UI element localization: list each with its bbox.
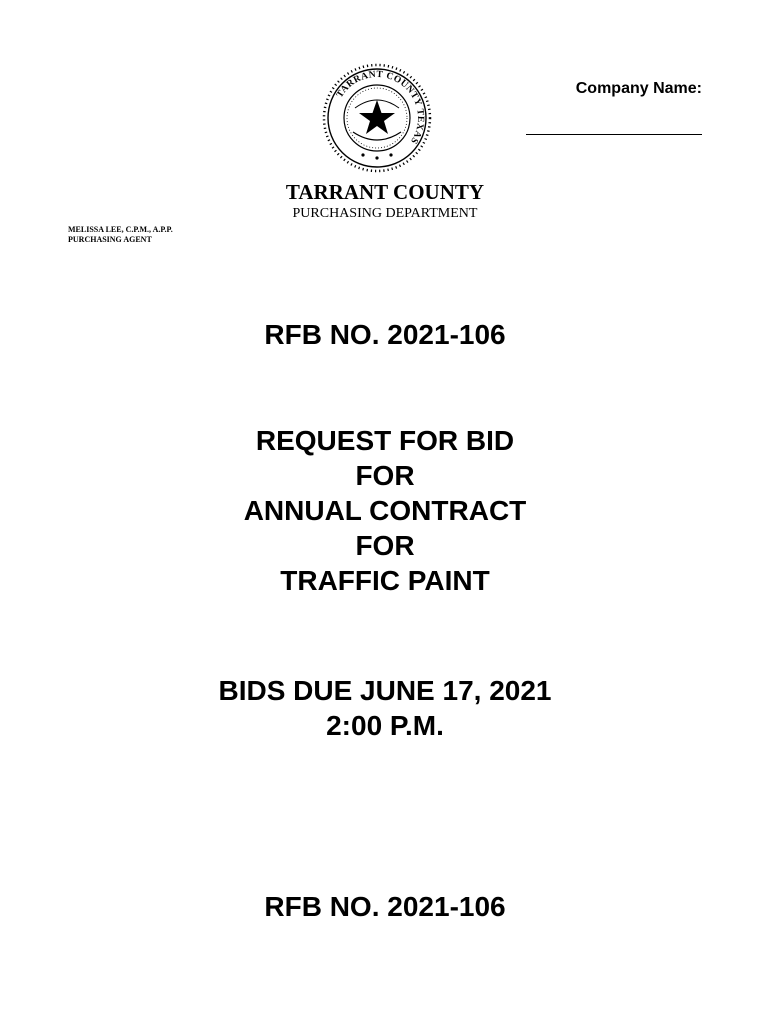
department-name: PURCHASING DEPARTMENT <box>292 206 478 221</box>
county-name: TARRANT COUNTY <box>285 180 485 204</box>
purchasing-agent-block <box>68 225 173 245</box>
company-name-blank-line <box>526 134 702 135</box>
due-time: 2:00 P.M. <box>326 710 444 741</box>
bid-due-block <box>0 673 770 743</box>
title-line: ANNUAL CONTRACT <box>243 495 527 526</box>
county-seal <box>321 62 433 174</box>
title-line: FOR <box>355 460 415 491</box>
due-date: BIDS DUE JUNE 17, 2021 <box>218 675 552 706</box>
agent-title: PURCHASING AGENT <box>68 235 152 244</box>
company-name-label: Company Name: <box>575 80 702 97</box>
agent-name: MELISSA LEE, C.P.M., A.P.P. <box>68 225 173 234</box>
star-icon <box>359 100 395 134</box>
seal-text: TARRANT COUNTY TEXAS <box>335 69 426 146</box>
rfb-number: RFB NO. 2021-106 <box>264 319 506 350</box>
request-title <box>0 423 770 598</box>
title-line: FOR <box>355 530 415 561</box>
title-line: TRAFFIC PAINT <box>280 565 490 596</box>
title-line: REQUEST FOR BID <box>255 425 515 456</box>
footer-rfb-number: RFB NO. 2021-106 <box>264 891 506 922</box>
